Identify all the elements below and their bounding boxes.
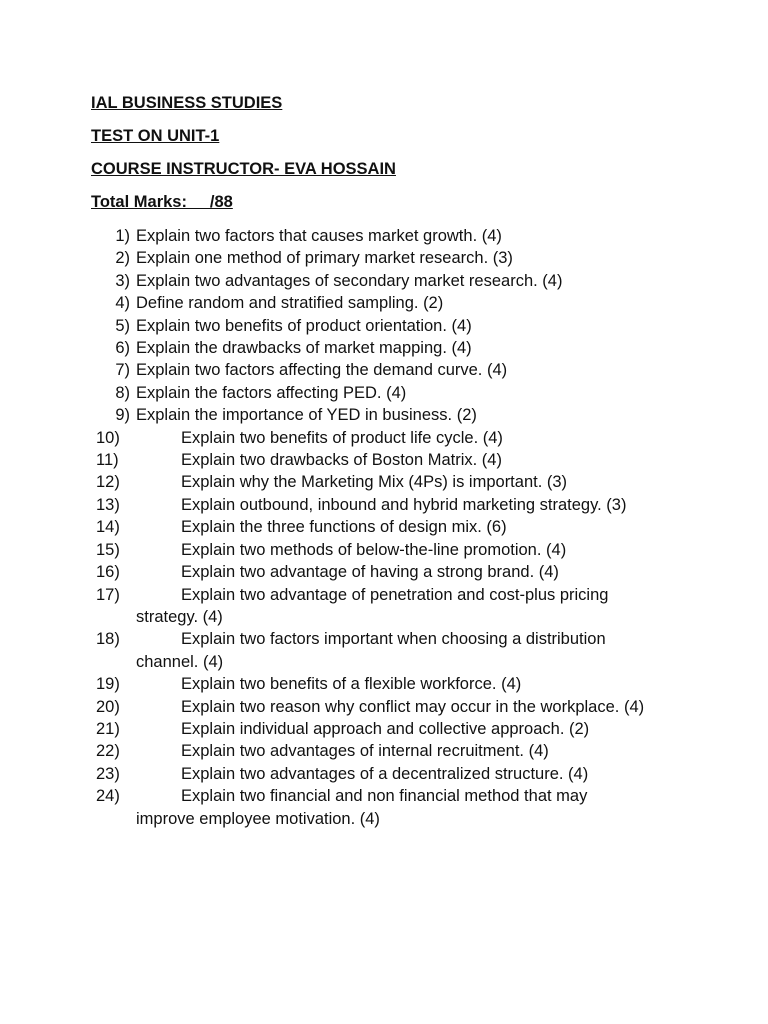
question-number: 2)	[115, 249, 130, 268]
question-number: 23)	[96, 764, 120, 783]
question-number: 12)	[96, 473, 120, 492]
question-text: Explain two benefits of product orientation. (4)	[136, 316, 472, 335]
question-number: 14)	[96, 518, 120, 537]
question-item	[0, 785, 768, 830]
question-number: 5)	[115, 316, 130, 335]
question-number: 22)	[96, 742, 120, 761]
question-text: Define random and stratified sampling. (2)	[136, 294, 444, 313]
question-text: Explain two advantages of a decentralized structure. (4)	[181, 764, 589, 783]
question-item	[0, 539, 768, 561]
question-item	[0, 471, 768, 493]
question-number: 1)	[115, 227, 130, 245]
question-item	[0, 270, 768, 292]
question-text: Explain two financial and non financial method that may	[181, 787, 588, 806]
question-item	[0, 696, 768, 718]
question-item	[0, 449, 768, 471]
total-marks: Total Marks: /88	[91, 193, 233, 211]
question-text-continued: channel. (4)	[136, 652, 224, 671]
question-item	[0, 225, 768, 247]
question-text: Explain two benefits of a flexible workforce. (4)	[181, 675, 522, 694]
question-number: 16)	[96, 563, 120, 582]
question-number: 19)	[96, 675, 120, 694]
question-item	[0, 315, 768, 337]
question-item	[0, 337, 768, 359]
question-text: Explain why the Marketing Mix (4Ps) is important. (3)	[181, 473, 568, 492]
question-number: 15)	[96, 540, 120, 559]
question-text: Explain the factors affecting PED. (4)	[136, 383, 407, 402]
question-text: Explain outbound, inbound and hybrid marketing strategy. (3)	[181, 495, 627, 514]
question-text: Explain two advantages of internal recruitment. (4)	[181, 742, 549, 761]
question-text: Explain two factors affecting the demand curve. (4)	[136, 361, 508, 380]
question-text: Explain two benefits of product life cycle. (4)	[181, 428, 503, 447]
question-number: 9)	[115, 406, 130, 425]
question-item	[0, 292, 768, 314]
question-number: 21)	[96, 719, 120, 738]
question-text: Explain two drawbacks of Boston Matrix. (4)	[181, 451, 502, 470]
question-item	[0, 359, 768, 381]
question-item	[0, 763, 768, 785]
document-title: IAL BUSINESS STUDIES	[91, 94, 283, 112]
question-item	[0, 427, 768, 449]
question-item	[0, 516, 768, 538]
question-text: Explain the drawbacks of market mapping. (4)	[136, 339, 472, 358]
question-item	[0, 561, 768, 583]
question-text: Explain the importance of YED in business. (2)	[136, 406, 477, 425]
question-text: Explain two reason why conflict may occur in the workplace. (4)	[181, 697, 645, 716]
question-text: Explain one method of primary market research. (3)	[136, 249, 513, 268]
question-text: Explain two factors important when choosing a distribution	[181, 630, 606, 649]
question-text: Explain individual approach and collective approach. (2)	[181, 719, 590, 738]
question-number: 8)	[115, 383, 130, 402]
question-item	[0, 247, 768, 269]
question-item	[0, 404, 768, 426]
question-text: Explain the three functions of design mix. (6)	[181, 518, 507, 537]
question-number: 3)	[115, 271, 130, 290]
question-text: Explain two advantage of penetration and cost-plus pricing	[181, 585, 609, 604]
question-number: 7)	[115, 361, 130, 380]
question-number: 24)	[96, 787, 120, 806]
test-title: TEST ON UNIT-1	[91, 127, 220, 145]
course-instructor: COURSE INSTRUCTOR- EVA HOSSAIN	[91, 160, 396, 178]
question-item	[0, 740, 768, 762]
question-text: Explain two advantage of having a strong brand. (4)	[181, 563, 559, 582]
question-text: Explain two factors that causes market growth. (4)	[136, 227, 502, 245]
question-number: 13)	[96, 495, 120, 514]
question-text-continued: improve employee motivation. (4)	[136, 809, 380, 828]
question-number: 20)	[96, 697, 120, 716]
question-item	[0, 494, 768, 516]
question-number: 11)	[96, 451, 119, 470]
question-number: 4)	[115, 294, 130, 313]
question-text-continued: strategy. (4)	[136, 607, 223, 626]
question-item	[0, 584, 768, 629]
question-item	[0, 628, 768, 673]
question-number: 10)	[96, 428, 120, 447]
question-text: Explain two advantages of secondary market research. (4)	[136, 271, 563, 290]
question-number: 6)	[115, 339, 130, 358]
question-list	[0, 225, 768, 830]
question-item	[0, 673, 768, 695]
question-number: 18)	[96, 630, 120, 649]
question-item	[0, 382, 768, 404]
question-number: 17)	[96, 585, 120, 604]
question-text: Explain two methods of below-the-line promotion. (4)	[181, 540, 567, 559]
question-item	[0, 718, 768, 740]
